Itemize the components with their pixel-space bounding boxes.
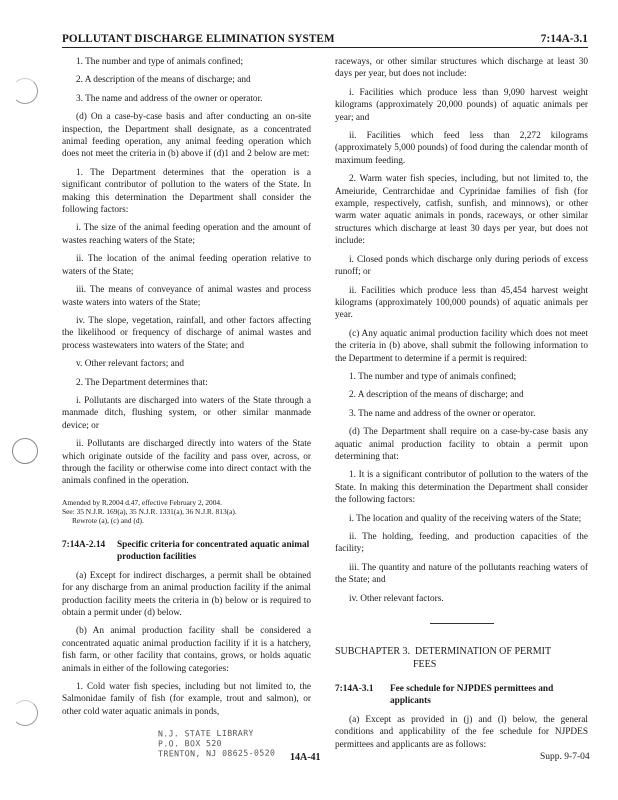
left-column (62, 56, 311, 724)
amendment-line: See: 35 N.J.R. 169(a), 35 N.J.R. 1331(a), 36 N.J.R. 813(a). (62, 506, 237, 516)
section-number: 7:14A-3.1 (335, 684, 374, 695)
list-item: 2. A description of the means of discharge; and (76, 75, 251, 86)
paragraph-a: (a) Except for indirect discharges, a permit shall be obtained for any discharge from an animal production facility if the animal production facility meets the criteria in (b) below or is required to obtain a permit under (d) below. (62, 570, 311, 618)
stamp-line: P.O. BOX 520 (157, 737, 222, 749)
factor-item: iii. The means of conveyance of animal wastes and process waste waters into waters of the State; (62, 285, 311, 308)
binder-hole (12, 78, 38, 104)
section-heading (335, 683, 588, 707)
factor-item: i. Facilities which produce less than 9,090 harvest weight kilograms (approximately 20,000 pounds) of aquatic animals per year; and (335, 87, 588, 123)
paragraph-b: (b) An animal production facility shall be considered a concentrated aquatic animal production facility if it is a hatchery, fish farm, or other facility that contains, grows, or holds aquatic animals in either of the following categories: (62, 626, 311, 674)
subchapter-title: DETERMINATION OF PERMIT (415, 646, 552, 658)
list-item: 2. A description of the means of discharge; and (349, 390, 524, 401)
factor-item: ii. The holding, feeding, and production capacities of the facility; (335, 532, 588, 555)
factor-item: i. Pollutants are discharged into waters of the State through a manmade ditch, flushing system, or other similar manmade device; or (62, 395, 311, 431)
subchapter-label: SUBCHAPTER 3. (335, 646, 411, 658)
right-column (335, 56, 588, 757)
factor-item: v. Other relevant factors; and (76, 359, 185, 370)
subchapter-heading (335, 646, 588, 671)
running-header (62, 27, 588, 48)
list-item: 1. The number and type of animals confined; (349, 371, 517, 382)
amendment-line: Rewrote (a), (c) and (d). (72, 515, 144, 525)
stamp-line: N.J. STATE LIBRARY (157, 727, 254, 739)
factor-item: iv. The slope, vegetation, rainfall, and other factors affecting the likelihood or frequency of discharge of animal wastes and process wastewaters into waters of the State; and (62, 315, 311, 351)
paragraph-c: (c) Any aquatic animal production facility which does not meet the criteria in (b) above, shall submit the following information to the Department to determine if a permit is required: (335, 328, 588, 364)
section-divider (430, 623, 494, 624)
factor-item: ii. Pollutants are discharged directly into waters of the State which originate outside of the facility and pass over, across, or through the facility or otherwise come into direct contact with the animals confined in the operation. (62, 439, 311, 487)
factor-item: i. The location and quality of the receiving waters of the State; (349, 513, 582, 524)
binder-hole (12, 438, 38, 464)
amendment-line: Amended by R.2004 d.47, effective February 2, 2004. (62, 497, 222, 507)
factor-item: i. Closed ponds which discharge only during periods of excess runoff; or (335, 254, 588, 278)
list-item: 3. The name and address of the owner or operator. (76, 93, 263, 104)
section-heading (62, 539, 311, 563)
factor-item: ii. The location of the animal feeding operation relative to waters of the State; (62, 254, 311, 277)
paragraph-d: (d) The Department shall require on a case-by-case basis any aquatic animal production facility to obtain a permit upon determining that: (335, 427, 588, 462)
section-number: 7:14A-2.14 (62, 539, 106, 550)
stamp-line: TRENTON, NJ 08625-0520 (158, 747, 276, 759)
header-section: 7:14A-3.1 (540, 33, 588, 45)
list-item: 1. The number and type of animals confined; (76, 57, 244, 67)
factor-item: i. The size of the animal feeding operation and the amount of wastes reaching waters of the State; (62, 223, 311, 246)
paragraph-d1: 1. It is a significant contributor of pollution to the waters of the State. In making this determination the Department shall consider the following factors: (335, 470, 588, 506)
factor-item: iv. Other relevant factors. (349, 593, 444, 604)
factor-item: ii. Facilities which produce less than 45,454 harvest weight kilograms (approximately 100,000 pounds) of aquatic animals per year. (335, 285, 588, 321)
amendment-note (62, 498, 311, 525)
paragraph-b2: 2. Warm water fish species, including, but not limited to, the Ameiuride, Centrarchidae and Cyprinidae families of fish (for example, respectively, catfish, sunfish, and minnows), or other warm water aquatic animals in ponds, raceways, or other similar structures which discharge at least 30 days per year, but does not include: (335, 174, 588, 247)
page-number: 14A-41 (290, 752, 321, 763)
header-title: POLLUTANT DISCHARGE ELIMINATION SYSTEM (62, 33, 335, 45)
subchapter-title-cont: FEES (413, 658, 437, 670)
list-item: 3. The name and address of the owner or operator. (349, 408, 536, 419)
paragraph-d2: 2. The Department determines that: (76, 377, 208, 388)
paragraph-a: (a) Except as provided in (j) and (l) below, the general conditions and applicability of the fee schedule for NJPDES permittees and applicants are as follows: (335, 715, 588, 750)
section-title: Fee schedule for NJPDES permittees and applicants (390, 684, 554, 707)
paragraph-d: (d) On a case-by-case basis and after conducting an on-site inspection, the Department shall designate, as a concentrated animal feeding operation, any animal feeding operation which does not meet the criteria in (b) above if (d)1 and 2 below are met: (62, 112, 311, 160)
paragraph-b1: 1. Cold water fish species, including but not limited to, the Salmonidae family of fish (for example, trout and salmon), or other cold water aquatic animals in ponds, (62, 682, 311, 717)
library-stamp (158, 727, 276, 758)
factor-item: iii. The quantity and nature of the pollutants reaching waters of the State; and (335, 562, 588, 586)
binder-hole (12, 700, 38, 726)
paragraph-d1: 1. The Department determines that the operation is a significant contributor of pollution to the waters of the State. In making this determination the Department shall consider the following factors: (62, 167, 311, 216)
continued-text: raceways, or other similar structures which discharge at least 30 days per year, but does not include: (335, 57, 588, 80)
factor-item: ii. Facilities which feed less than 2,272 kilograms (approximately 5,000 pounds) of food during the calendar month of maximum feeding. (335, 131, 588, 166)
section-title: Specific criteria for concentrated aquatic animal production facilities (117, 539, 310, 562)
supplement-date: Supp. 9-7-04 (540, 752, 590, 762)
